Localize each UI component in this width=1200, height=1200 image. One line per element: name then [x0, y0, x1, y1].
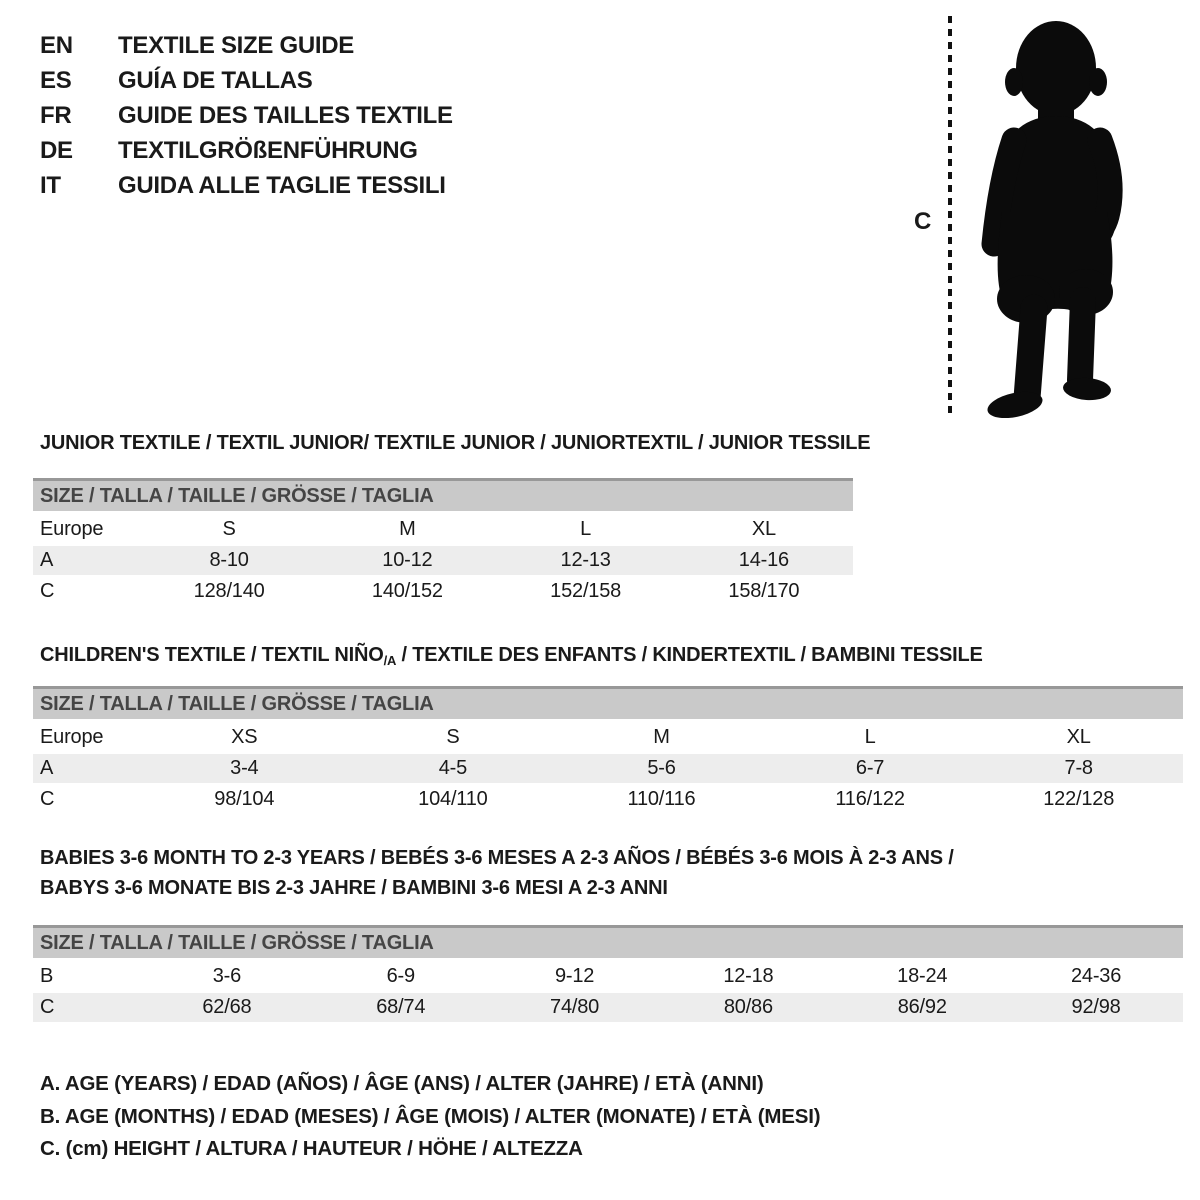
- size-col: XS: [231, 726, 258, 748]
- children-age-row: [33, 754, 1183, 783]
- measure-c-label: C: [914, 208, 932, 235]
- row-key: A: [40, 549, 54, 571]
- size-col: S: [222, 518, 236, 540]
- babies-section-title-line1: BABIES 3-6 MONTH TO 2-3 YEARS / BEBÉS 3-6 MESES A 2-3 AÑOS / BÉBÉS 3-6 MOIS À 2-3 ANS /: [40, 847, 954, 869]
- row-key: C: [40, 580, 55, 602]
- months-value: 9-12: [554, 965, 595, 987]
- height-value: 104/110: [418, 788, 488, 810]
- children-size-header-bar: SIZE / TALLA / TAILLE / GRÖSSE / TAGLIA: [33, 686, 1183, 719]
- row-key: C: [40, 788, 55, 810]
- language-title: TEXTILGRÖßENFÜHRUNG: [118, 136, 418, 164]
- size-col: M: [399, 518, 416, 540]
- height-value: 62/68: [202, 996, 252, 1018]
- row-key: A: [40, 757, 54, 779]
- junior-textile-section: [33, 430, 871, 606]
- age-value: 10-12: [382, 549, 433, 571]
- months-value: 6-9: [386, 965, 415, 987]
- children-title-pre: CHILDREN'S TEXTILE / TEXTIL NIÑO: [40, 644, 384, 666]
- babies-months-row: [33, 962, 1183, 991]
- height-value: 110/116: [627, 788, 696, 810]
- language-title: GUÍA DE TALLAS: [118, 66, 313, 94]
- age-value: 3-4: [230, 757, 259, 779]
- region-label: Europe: [40, 518, 104, 540]
- language-code: FR: [40, 101, 72, 129]
- measurement-legend: [40, 1068, 820, 1166]
- legend-height-cm: C. (cm) HEIGHT / ALTURA / HAUTEUR / HÖHE / ALTEZZA: [40, 1137, 583, 1160]
- language-title: TEXTILE SIZE GUIDE: [118, 31, 354, 59]
- language-row-en: [40, 28, 453, 63]
- toddler-silhouette-icon: [968, 16, 1144, 418]
- language-list: [40, 28, 453, 203]
- height-measure-figure: [912, 14, 1162, 422]
- junior-section-title: JUNIOR TEXTILE / TEXTIL JUNIOR/ TEXTILE JUNIOR / JUNIORTEXTIL / JUNIOR TESSILE: [40, 432, 871, 454]
- months-value: 3-6: [212, 965, 242, 987]
- children-size-row: [33, 723, 1183, 752]
- junior-age-row: [33, 546, 853, 575]
- size-col: XL: [1066, 726, 1091, 748]
- age-value: 7-8: [1064, 757, 1093, 779]
- babies-size-header-bar: SIZE / TALLA / TAILLE / GRÖSSE / TAGLIA: [33, 925, 1183, 958]
- row-key: C: [40, 996, 55, 1018]
- height-value: 140/152: [371, 580, 443, 602]
- language-code: DE: [40, 136, 73, 164]
- age-value: 5-6: [647, 757, 676, 779]
- legend-age-years: A. AGE (YEARS) / EDAD (AÑOS) / ÂGE (ANS) / ALTER (JAHRE) / ETÀ (ANNI): [40, 1072, 764, 1095]
- height-value: 74/80: [550, 996, 600, 1018]
- language-code: EN: [40, 31, 73, 59]
- height-value: 98/104: [214, 788, 275, 810]
- junior-size-row: [33, 515, 853, 544]
- children-height-row: [33, 785, 1183, 814]
- children-title-sub: /A: [383, 653, 397, 668]
- language-title: GUIDE DES TAILLES TEXTILE: [118, 101, 453, 129]
- babies-textile-section: [33, 843, 1183, 1022]
- height-value: 122/128: [1043, 788, 1115, 810]
- children-title-post: / TEXTILE DES ENFANTS / KINDERTEXTIL / BAMBINI TESSILE: [396, 644, 983, 666]
- months-value: 12-18: [723, 965, 774, 987]
- children-textile-section: [33, 642, 1183, 814]
- months-value: 18-24: [897, 965, 948, 987]
- junior-size-header-bar: SIZE / TALLA / TAILLE / GRÖSSE / TAGLIA: [33, 478, 853, 511]
- height-value: 128/140: [193, 580, 265, 602]
- language-row-es: [40, 63, 453, 98]
- age-value: 4-5: [438, 757, 468, 779]
- babies-section-title-line2: BABYS 3-6 MONATE BIS 2-3 JAHRE / BAMBINI 3-6 MESI A 2-3 ANNI: [40, 877, 668, 899]
- language-code: IT: [40, 171, 61, 199]
- height-value: 80/86: [723, 996, 773, 1018]
- region-label: Europe: [40, 726, 104, 748]
- height-value: 152/158: [550, 580, 622, 602]
- babies-height-row: [33, 993, 1183, 1022]
- dashed-height-line: [948, 16, 952, 416]
- age-value: 14-16: [738, 549, 789, 571]
- height-value: 86/92: [897, 996, 947, 1018]
- height-value: 116/122: [835, 788, 905, 810]
- size-col: L: [580, 518, 592, 540]
- size-col: S: [446, 726, 460, 748]
- legend-age-months: B. AGE (MONTHS) / EDAD (MESES) / ÂGE (MOIS) / ALTER (MONATE) / ETÀ (MESI): [40, 1104, 821, 1128]
- size-col: XL: [751, 518, 776, 540]
- row-key: B: [40, 965, 54, 987]
- size-col: L: [864, 726, 876, 748]
- months-value: 24-36: [1070, 965, 1122, 987]
- junior-height-row: [33, 577, 853, 606]
- age-value: 6-7: [855, 757, 885, 779]
- height-value: 158/170: [728, 580, 800, 602]
- language-code: ES: [40, 66, 72, 94]
- children-section-title: [33, 642, 1183, 668]
- age-value: 8-10: [209, 549, 249, 571]
- language-title: GUIDA ALLE TAGLIE TESSILI: [118, 171, 446, 199]
- height-value: 68/74: [376, 996, 426, 1018]
- language-row-it: [40, 168, 453, 203]
- language-row-fr: [40, 98, 453, 133]
- age-value: 12-13: [560, 549, 611, 571]
- language-row-de: [40, 133, 453, 168]
- size-col: M: [653, 726, 670, 748]
- height-value: 92/98: [1071, 996, 1121, 1018]
